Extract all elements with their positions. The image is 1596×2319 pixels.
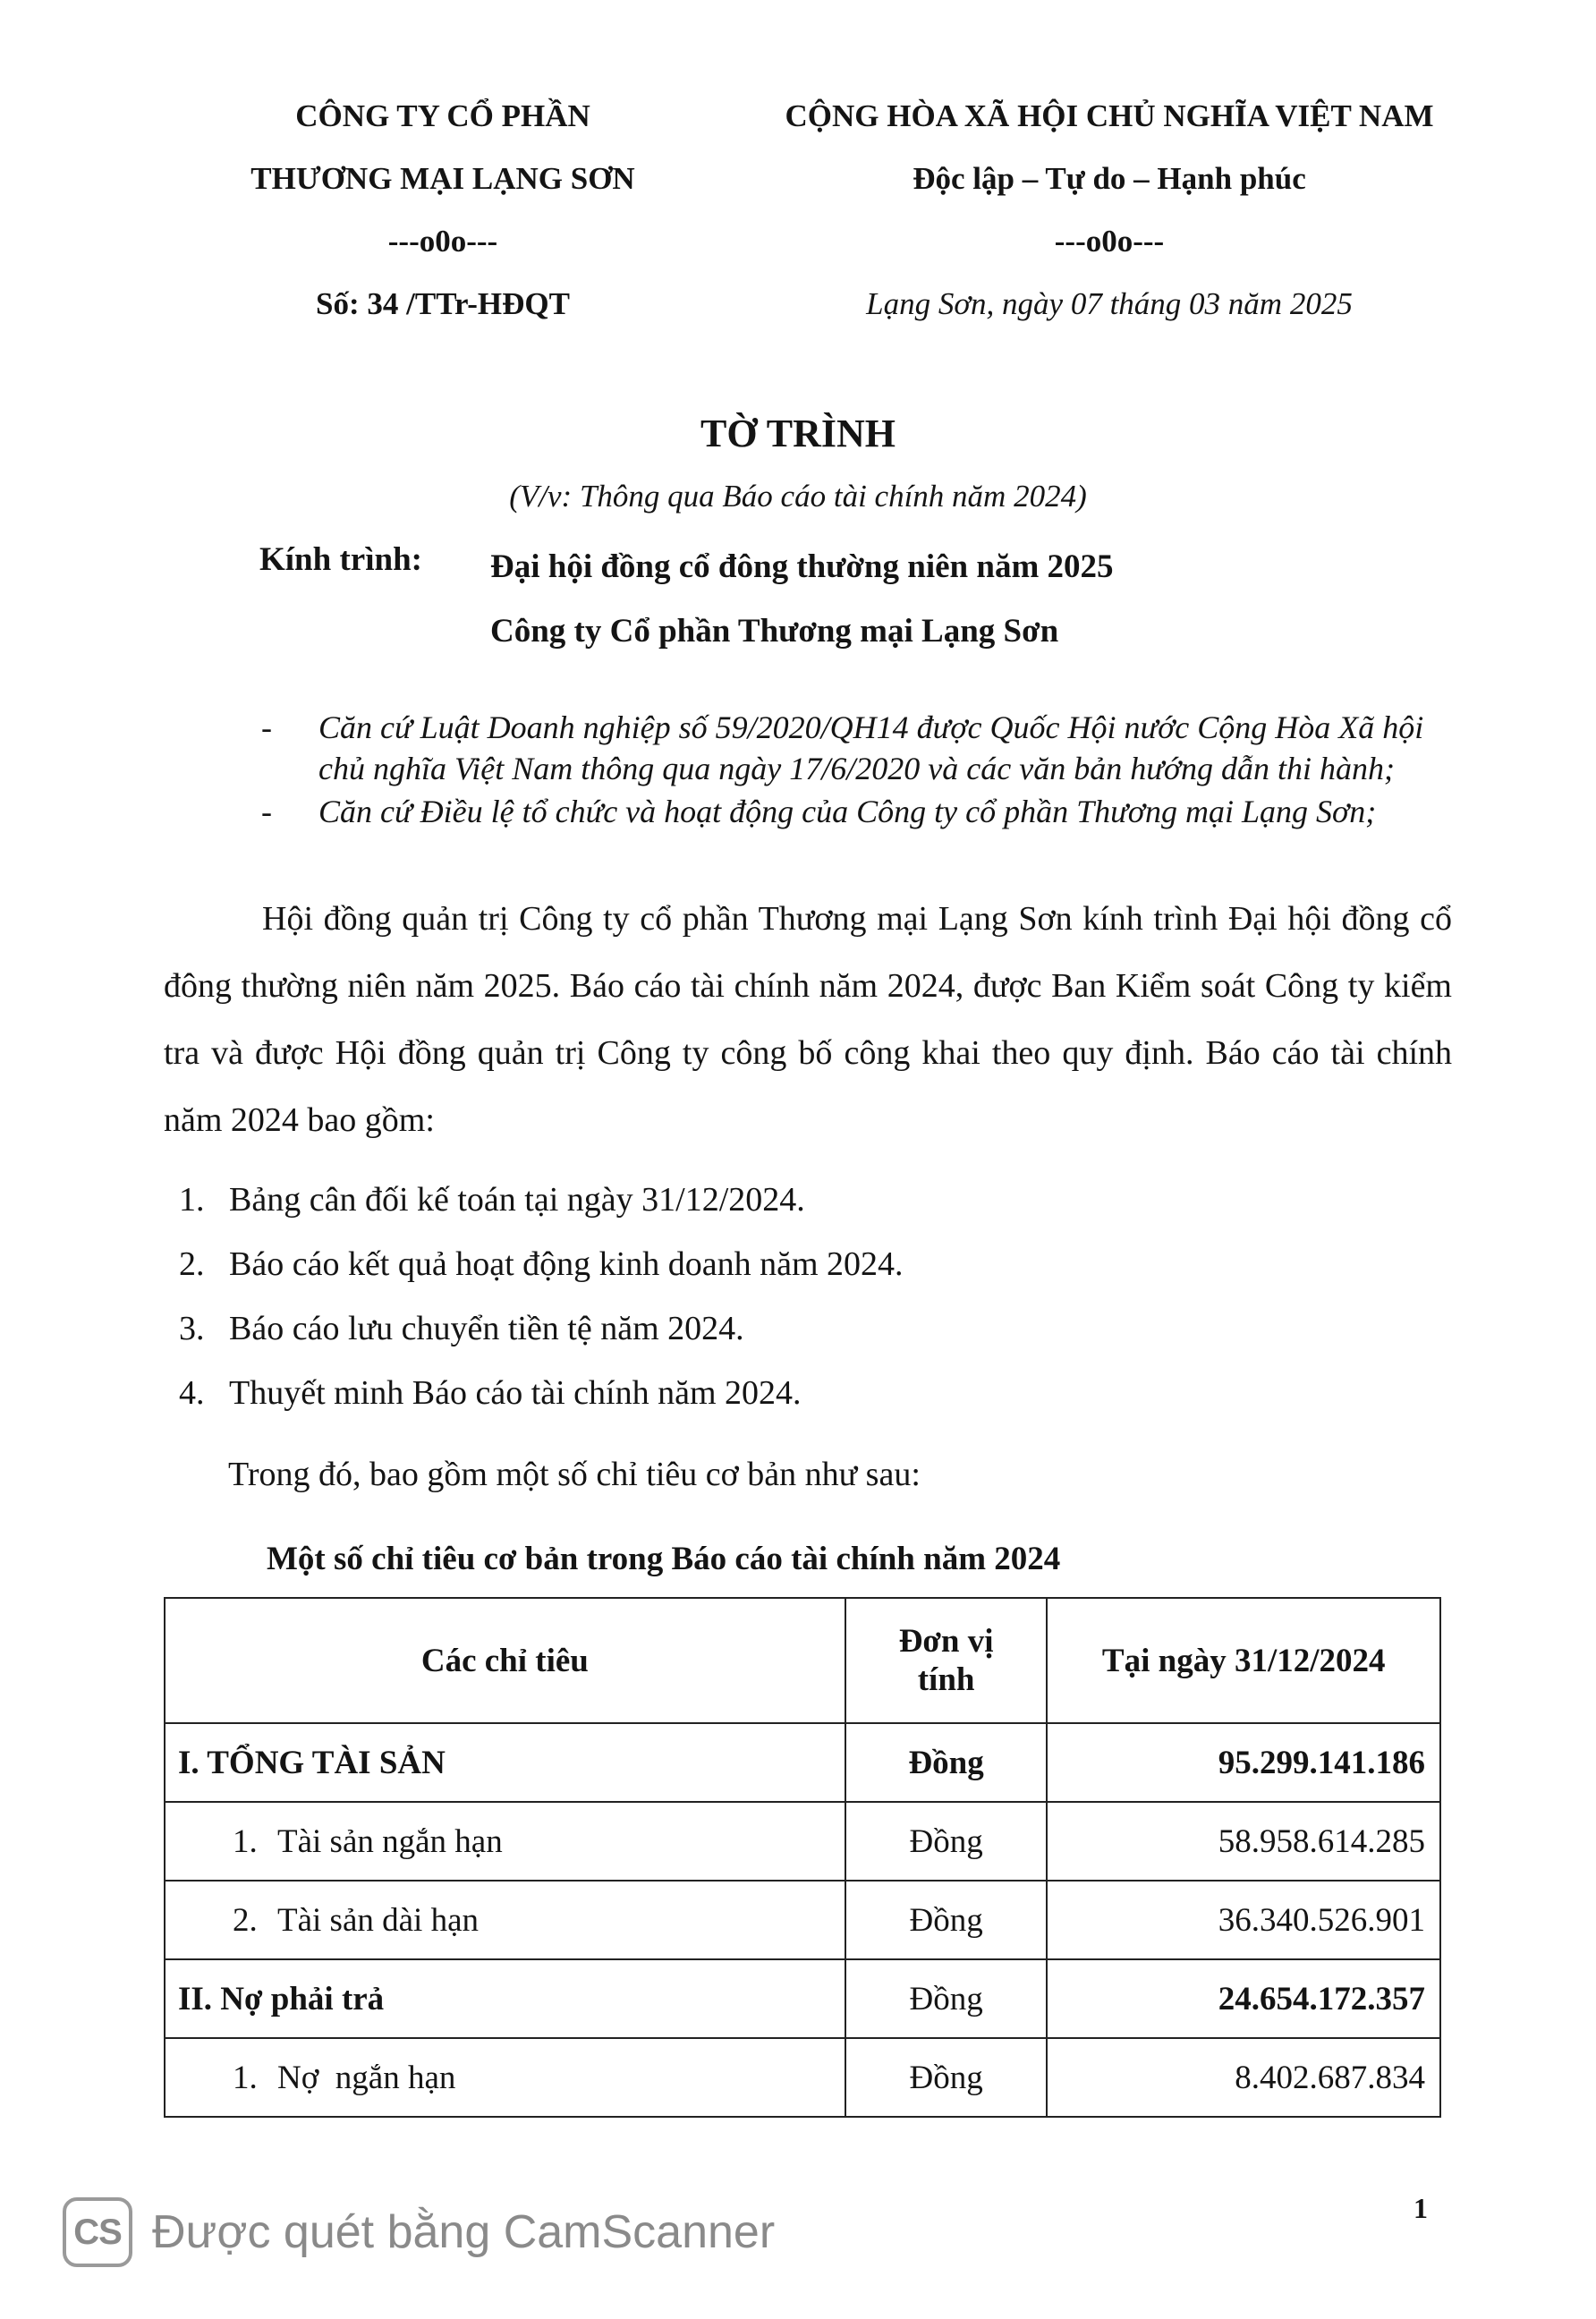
recipient-label: Kính trình: xyxy=(259,541,422,578)
list-item-number: 1. xyxy=(179,1181,205,1219)
table-row xyxy=(165,1959,1440,2038)
table-row xyxy=(165,1802,1440,1881)
row-unit: Đồng xyxy=(845,1881,1048,1959)
national-title: CỘNG HÒA XÃ HỘI CHỦ NGHĨA VIỆT NAM xyxy=(785,98,1434,133)
row-number: 2. xyxy=(233,1901,258,1939)
list-item-text: Báo cáo lưu chuyển tiền tệ năm 2024. xyxy=(229,1310,744,1347)
row-value: 36.340.526.901 xyxy=(1047,1881,1440,1959)
national-header xyxy=(743,85,1476,336)
row-value: 95.299.141.186 xyxy=(1047,1723,1440,1802)
header-unit-line-2: tính xyxy=(917,1661,975,1698)
financial-table xyxy=(164,1597,1441,2118)
company-header xyxy=(179,85,707,336)
recipient xyxy=(490,535,1114,664)
camscanner-text: Được quét bằng CamScanner xyxy=(152,2206,776,2258)
row-label-cell xyxy=(165,2038,845,2117)
table-header-row xyxy=(165,1598,1440,1723)
table-intro: Trong đó, bao gồm một số chỉ tiêu cơ bản như sau: xyxy=(228,1456,921,1493)
list-item-number: 2. xyxy=(179,1245,205,1283)
document-number: Số: 34 /TTr-HĐQT xyxy=(316,286,570,321)
list-item-text: Thuyết minh Báo cáo tài chính năm 2024. xyxy=(229,1374,802,1412)
row-value: 8.402.687.834 xyxy=(1047,2038,1440,2117)
row-value: 24.654.172.357 xyxy=(1047,1959,1440,2038)
list-item-text: Bảng cân đối kế toán tại ngày 31/12/2024. xyxy=(229,1181,805,1219)
legal-basis-text: Căn cứ Điều lệ tổ chức và hoạt động của Công ty cổ phần Thương mại Lạng Sơn; xyxy=(318,794,1377,829)
list-item xyxy=(179,1361,1431,1425)
header-unit xyxy=(845,1598,1048,1723)
row-label-cell xyxy=(165,1881,845,1959)
row-number: 1. xyxy=(233,1822,258,1860)
row-value: 58.958.614.285 xyxy=(1047,1802,1440,1881)
row-label: II. Nợ phải trả xyxy=(165,1959,845,2038)
row-label: Tài sản dài hạn xyxy=(277,1901,479,1939)
document-title: TỜ TRÌNH xyxy=(700,412,896,455)
row-unit: Đồng xyxy=(845,1959,1048,2038)
row-unit: Đồng xyxy=(845,1723,1048,1802)
header-value: Tại ngày 31/12/2024 xyxy=(1047,1598,1440,1723)
header-indicator: Các chỉ tiêu xyxy=(165,1598,845,1723)
body-paragraph: Hội đồng quản trị Công ty cổ phần Thương mại Lạng Sơn kính trình Đại hội đồng cổ đông thường niên năm 2025. Báo cáo tài chính năm 2024, được Ban Kiểm soát Công ty kiểm tra và được Hội đồng quản trị Công ty công bố công khai theo quy định. Báo cáo tài chính năm 2024 bao gồm: xyxy=(164,900,1452,1139)
company-type: CÔNG TY CỔ PHẦN xyxy=(295,98,590,133)
table-row xyxy=(165,2038,1440,2117)
list-item-number: 4. xyxy=(179,1374,205,1412)
header-separator-right: ---o0o--- xyxy=(1054,224,1165,259)
camscanner-logo-icon: CS xyxy=(63,2197,132,2267)
company-name: THƯƠNG MẠI LẠNG SƠN xyxy=(250,161,635,196)
row-label: Nợ ngắn hạn xyxy=(277,2059,456,2096)
row-label: I. TỔNG TÀI SẢN xyxy=(165,1723,845,1802)
list-item-number: 3. xyxy=(179,1310,205,1347)
bullet-dash: - xyxy=(261,794,272,829)
row-label: Tài sản ngắn hạn xyxy=(277,1822,503,1860)
header-separator-left: ---o0o--- xyxy=(387,224,498,259)
list-item xyxy=(179,1296,1431,1361)
row-number: 1. xyxy=(233,2059,258,2096)
header-unit-line-1: Đơn vị xyxy=(898,1623,994,1660)
list-item-text: Báo cáo kết quả hoạt động kinh doanh năm 2024. xyxy=(229,1245,904,1283)
legal-basis-text: Căn cứ Luật Doanh nghiệp số 59/2020/QH14 được Quốc Hội nước Cộng Hòa Xã hội chủ nghĩa Việt Nam thông qua ngày 17/6/2020 và các văn bản hướng dẫn thi hành; xyxy=(318,709,1424,786)
table-row xyxy=(165,1723,1440,1802)
legal-bases xyxy=(261,707,1460,834)
list-item xyxy=(179,1168,1431,1232)
table-caption: Một số chỉ tiêu cơ bản trong Báo cáo tài chính năm 2024 xyxy=(267,1541,1061,1577)
report-list xyxy=(179,1168,1431,1425)
page-number: 1 xyxy=(1413,2192,1428,2224)
camscanner-watermark xyxy=(63,2196,775,2268)
document-subject: (V/v: Thông qua Báo cáo tài chính năm 2024) xyxy=(509,479,1087,514)
document-date: Lạng Sơn, ngày 07 tháng 03 năm 2025 xyxy=(866,286,1353,321)
row-unit: Đồng xyxy=(845,2038,1048,2117)
recipient-line-1: Đại hội đồng cổ đông thường niên năm 2025 xyxy=(490,548,1114,585)
legal-basis-item xyxy=(261,707,1460,789)
recipient-line-2: Công ty Cổ phần Thương mại Lạng Sơn xyxy=(490,613,1059,650)
row-label-cell xyxy=(165,1802,845,1881)
legal-basis-item xyxy=(261,791,1460,832)
national-motto: Độc lập – Tự do – Hạnh phúc xyxy=(913,161,1306,196)
row-unit: Đồng xyxy=(845,1802,1048,1881)
table-row xyxy=(165,1881,1440,1959)
list-item xyxy=(179,1232,1431,1296)
bullet-dash: - xyxy=(261,709,272,745)
